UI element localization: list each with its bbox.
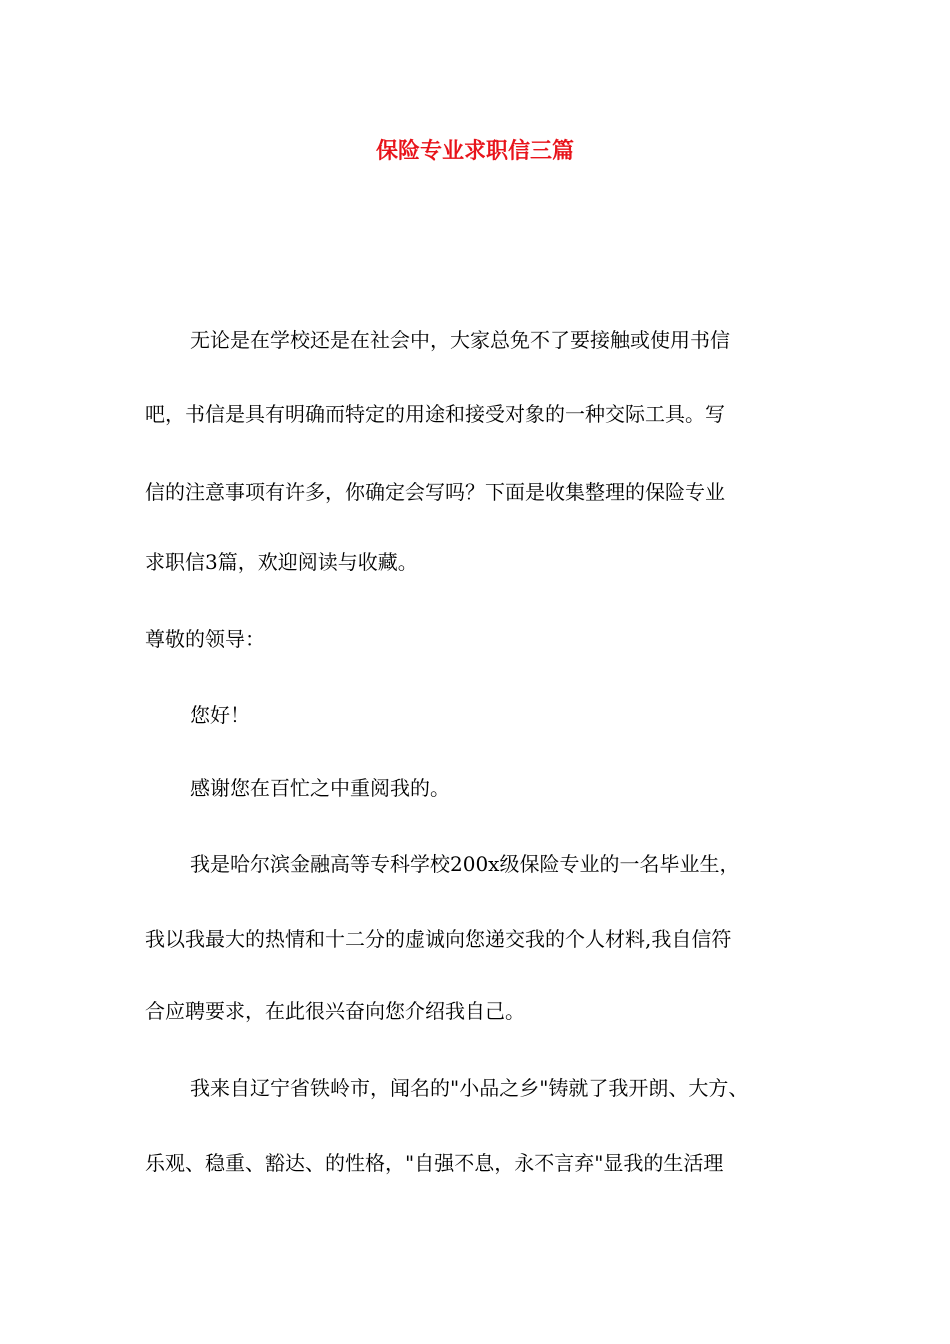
paragraph-line: 信的注意事项有许多，你确定会写吗？下面是收集整理的保险专业 [145, 480, 725, 504]
paragraph-line: 无论是在学校还是在社会中，大家总免不了要接触或使用书信 [190, 328, 730, 352]
paragraph-line: 我是哈尔滨金融高等专科学校200x级保险专业的一名毕业生， [190, 852, 740, 876]
paragraph-line: 感谢您在百忙之中重阅我的。 [190, 776, 450, 800]
paragraph-line: 求职信3篇，欢迎阅读与收藏。 [145, 550, 418, 574]
paragraph-line: 合应聘要求，在此很兴奋向您介绍我自己。 [145, 999, 525, 1023]
document-title: 保险专业求职信三篇 [375, 139, 574, 164]
paragraph-line: 吧，书信是具有明确而特定的用途和接受对象的一种交际工具。写 [145, 402, 725, 426]
salutation: 尊敬的领导： [145, 627, 265, 651]
greeting: 您好！ [190, 703, 250, 727]
paragraph-line: 我以我最大的热情和十二分的虚诚向您递交我的个人材料,我自信符 [145, 927, 732, 951]
paragraph-line: 乐观、稳重、豁达、的性格，"自强不息，永不言弃"显我的生活理 [145, 1151, 724, 1175]
paragraph-line: 我来自辽宁省铁岭市，闻名的"小品之乡"铸就了我开朗、大方、 [190, 1076, 749, 1100]
